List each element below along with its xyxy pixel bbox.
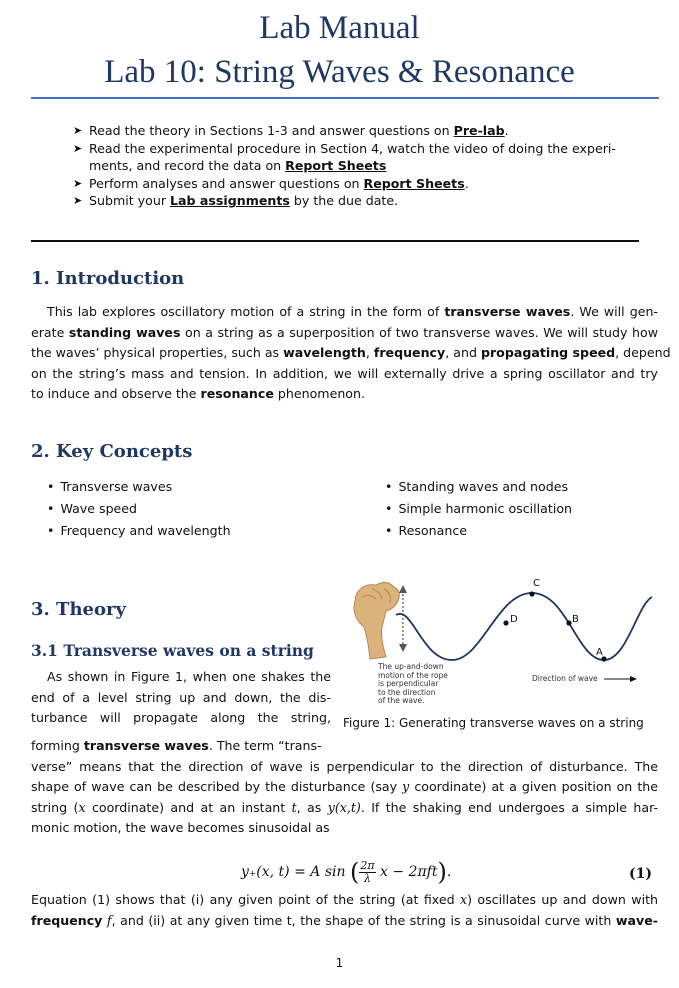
instruction-item: ➤ Submit your Lab assignments by the due date.: [73, 193, 399, 208]
theory-paragraph: forming transverse waves. The term “trans- verse” means that the direction of wave is perpendicular to the direction of disturbance. The shape of wave can be described by the disturbance (say y coordinate) at a given position on the string (x coordinate) and at an instant t, as y(x,t). If the shaking end undergoes a simple har- monic motion, the wave becomes sinusoidal as: [31, 738, 658, 835]
point-d: [503, 620, 508, 625]
point-c: [529, 591, 534, 596]
introduction-paragraph: This lab explores oscillatory motion of a string in the form of transverse waves. We will gen- erate standing waves on a string as a superposition of two transverse waves. We will study how the waves’ physical properties, such as wavelength, frequency, and propagating speed, depend on the string’s mass and tension. In addition, we will externally drive a spring oscillator and try to induce and observe the resonance phenomenon.: [31, 304, 671, 401]
list-item: • Simple harmonic oscillation: [385, 498, 572, 520]
title-divider: [31, 97, 659, 99]
prelab-link[interactable]: Pre-lab: [453, 123, 505, 138]
list-item: • Standing waves and nodes: [385, 476, 572, 498]
equation-rest: x − 2πft: [380, 864, 438, 880]
concept-list-left: [47, 476, 231, 542]
motion-arrow-icon: [399, 585, 407, 652]
page-number: 1: [335, 956, 344, 970]
equation-lhs: y₊(x, t) = A sin: [241, 864, 346, 880]
direction-arrow-icon: [604, 676, 637, 682]
instruction-item: ➤ Read the theory in Sections 1-3 and answer questions on Pre-lab.: [73, 123, 509, 138]
label-d: D: [510, 614, 518, 625]
page-subtitle: Lab 10: String Waves & Resonance: [104, 54, 575, 90]
instruction-item: ments, and record the data on Report Sheets: [89, 158, 387, 173]
arrow-bullet-icon: ➤: [73, 194, 83, 207]
label-a: A: [596, 647, 603, 658]
label-c: C: [533, 578, 540, 589]
figure-note: The up-and-down motion of the rope is perpendicular to the direction of the wave.: [378, 662, 448, 705]
equation-explanation: Equation (1) shows that (i) any given point of the string (at fixed x) oscillates up and down with frequency f, and (ii) at any given time t, the shape of the string is a sinusoidal curve with wave-: [31, 892, 658, 928]
hand-icon: [354, 582, 399, 659]
wave-curve: [396, 593, 652, 660]
figure-caption: Figure 1: Generating transverse waves on a string: [343, 716, 644, 730]
equation-numerator: 2π: [360, 858, 375, 872]
list-item: • Frequency and wavelength: [47, 520, 231, 542]
subsection-heading-transverse-waves: 3.1 Transverse waves on a string: [31, 641, 314, 660]
equation-label: (1): [629, 866, 652, 882]
lab-assignments-link[interactable]: Lab assignments: [170, 193, 290, 208]
report-sheets-link[interactable]: Report Sheets: [285, 158, 387, 173]
equation-denominator: λ: [363, 871, 371, 885]
section-heading-theory: 3. Theory: [31, 599, 126, 620]
report-sheets-link[interactable]: Report Sheets: [363, 175, 465, 191]
figure-transverse-wave: [342, 575, 658, 735]
direction-label: Direction of wave: [532, 674, 598, 683]
section-divider: [31, 240, 639, 242]
arrow-bullet-icon: ➤: [73, 176, 83, 190]
instruction-list: [73, 122, 653, 210]
theory-wrapped-text: As shown in Figure 1, when one shakes the end of a level string up and down, the dis- turbance will propagate along the string,: [31, 669, 331, 725]
arrow-bullet-icon: ➤: [73, 141, 83, 155]
page-title: Lab Manual: [259, 10, 420, 46]
section-heading-key-concepts: 2. Key Concepts: [31, 441, 193, 462]
arrow-bullet-icon: ➤: [73, 124, 83, 137]
label-b: B: [572, 614, 579, 625]
list-item: • Wave speed: [47, 498, 231, 520]
instruction-item: ➤ Perform analyses and answer questions on Report Sheets.: [73, 175, 469, 191]
instruction-item: ➤ Read the experimental procedure in Section 4, watch the video of doing the experi-: [73, 140, 616, 156]
concept-list-right: [385, 476, 572, 542]
section-heading-introduction: 1. Introduction: [31, 268, 185, 289]
list-item: • Resonance: [385, 520, 572, 542]
point-b: [566, 620, 571, 625]
list-item: • Transverse waves: [47, 476, 231, 498]
